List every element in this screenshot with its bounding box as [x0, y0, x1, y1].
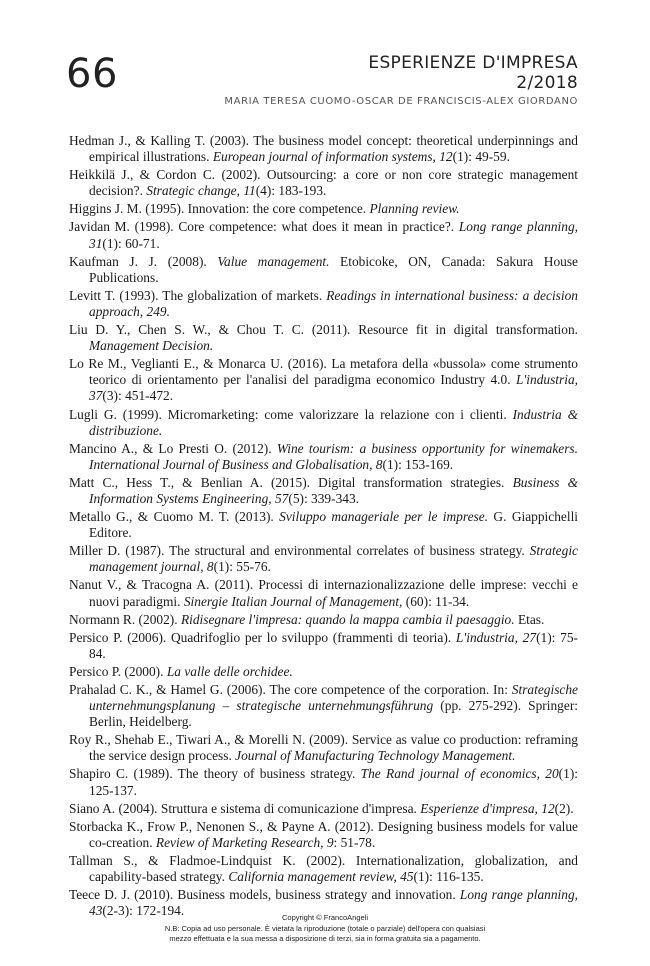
- usage-notice-line-2: mezzo effettuata e la sua messa a disposizione di terzi, sia in forma gratuita sia a pagamento.: [169, 934, 481, 943]
- reference-tail: (1): 60-71.: [102, 235, 160, 251]
- reference-tail: (1): 116-135.: [413, 869, 484, 885]
- reference-tail: : 51-78.: [333, 834, 376, 850]
- reference-entry: [69, 219, 578, 251]
- reference-entry: [69, 664, 578, 680]
- reference-source-italic: California management review, 45: [228, 869, 414, 885]
- reference-tail: G. Giappichelli Editore.: [89, 509, 579, 541]
- reference-tail: (1): 75-84.: [89, 629, 578, 661]
- reference-text: Miller D. (1987). The structural and environmental correlates of business strategy.: [69, 543, 530, 559]
- reference-entry: [69, 682, 578, 730]
- copyright-line: Copyright © FrancoAngeli: [282, 913, 368, 922]
- copyright-footer: [0, 913, 650, 945]
- reference-tail: (2-3): 172-194.: [102, 903, 185, 919]
- reference-entry: [69, 630, 578, 662]
- reference-source-italic: Review of Marketing Research, 9: [155, 834, 334, 850]
- reference-entry: [69, 853, 578, 885]
- reference-tail: (3): 451-472.: [102, 388, 174, 404]
- reference-tail: (1): 55-76.: [213, 559, 271, 575]
- reference-entry: [69, 133, 578, 165]
- reference-source-italic: European journal of information systems, 12: [212, 149, 453, 165]
- reference-entry: [69, 407, 578, 439]
- reference-entry: [69, 732, 578, 764]
- reference-text: Hedman J., & Kalling T. (2003). The business model concept: theoretical underpinnings and empirical illustrations.: [69, 133, 578, 165]
- running-header: [224, 53, 578, 109]
- reference-source-italic: La valle delle orchidee.: [166, 663, 293, 679]
- reference-source-italic: Long range planning, 31: [89, 219, 578, 251]
- reference-list: [69, 133, 578, 921]
- reference-text: Teece D. J. (2010). Business models, business strategy and innovation.: [69, 887, 460, 903]
- reference-source-italic: Sinergie Italian Journal of Management,: [183, 593, 403, 609]
- reference-entry: [69, 254, 578, 286]
- reference-text: Levitt T. (1993). The globalization of markets.: [69, 287, 327, 303]
- reference-tail: (60): 11-34.: [402, 593, 470, 609]
- reference-entry: [69, 475, 578, 507]
- reference-tail: (1): 49-59.: [452, 149, 510, 165]
- reference-tail: (4): 183-193.: [255, 183, 327, 199]
- reference-entry: [69, 801, 578, 817]
- reference-text: Roy R., Shehab E., Tiwari A., & Morelli N. (2009). Service as value co production: reframing the service design process.: [69, 732, 578, 764]
- reference-source-italic: L'industria, 37: [89, 372, 578, 404]
- reference-source-italic: Business & Information Systems Engineering, 57: [89, 474, 578, 506]
- reference-entry: [69, 441, 578, 473]
- reference-text: Javidan M. (1998). Core competence: what does it mean in practice?.: [69, 219, 459, 235]
- reference-text: Storbacka K., Frow P., Nenonen S., & Payne A. (2012). Designing business models for value co-creation.: [69, 818, 578, 850]
- reference-text: Tallman S., & Fladmoe-Lindquist K. (2002). Internationalization, globalization, and capability-based strategy.: [69, 852, 578, 885]
- reference-text: Prahalad C. K., & Hamel G. (2006). The core competence of the corporation. In:: [69, 682, 512, 697]
- reference-source-italic: The Rand journal of economics, 20: [360, 766, 559, 782]
- reference-text: Mancino A., & Lo Presti O. (2012).: [69, 440, 277, 456]
- reference-source-italic: Strategische unternehmungsplanung – strategische unternehmungsführung: [89, 682, 578, 714]
- page-number: 66: [66, 51, 118, 97]
- reference-text: Liu D. Y., Chen S. W., & Chou T. C. (2011). Resource fit in digital transformation.: [69, 322, 578, 338]
- journal-title: ESPERIENZE D'IMPRESA: [368, 53, 578, 73]
- reference-source-italic: Long range planning, 43: [89, 887, 578, 919]
- reference-text: Kaufman J. J. (2008).: [69, 253, 218, 269]
- reference-source-italic: Planning review.: [369, 201, 460, 217]
- reference-text: Persico P. (2000).: [69, 663, 167, 679]
- reference-source-italic: Readings in international business: a decision approach, 249.: [89, 287, 578, 319]
- reference-source-italic: Sviluppo manageriale per le imprese.: [279, 509, 489, 525]
- journal-issue: 2/2018: [516, 73, 578, 93]
- reference-entry: [69, 766, 578, 798]
- reference-text: Normann R. (2002).: [69, 611, 181, 627]
- reference-entry: [69, 322, 578, 354]
- reference-entry: [69, 819, 578, 851]
- reference-text: Persico P. (2006). Quadrifoglio per lo sviluppo (frammenti di teoria).: [69, 629, 456, 645]
- article-authors: MARIA TERESA CUOMO-OSCAR DE FRANCISCIS-ALEX GIORDANO: [224, 96, 578, 107]
- reference-tail: (5): 339-343.: [288, 490, 360, 506]
- reference-entry: [69, 288, 578, 320]
- reference-source-italic: Industria & distribuzione.: [89, 406, 578, 438]
- reference-source-italic: Management Decision.: [89, 338, 214, 354]
- reference-tail: (pp. 275-292). Springer: Berlin, Heidelberg.: [89, 698, 578, 730]
- reference-entry: [69, 509, 578, 541]
- reference-source-italic: Strategic change, 11: [146, 183, 256, 199]
- reference-entry: [69, 543, 578, 575]
- reference-tail: Etas.: [514, 611, 545, 627]
- reference-entry: [69, 577, 578, 609]
- reference-text: Lo Re M., Veglianti E., & Monarca U. (2016). La metafora della «bussola» come strumento teorico di orientamento per l'analisi del paradigma economico Industry 4.0.: [69, 356, 578, 388]
- reference-entry: [69, 201, 578, 217]
- reference-tail: (1): 153-169.: [382, 456, 454, 472]
- reference-tail: (1): 125-137.: [89, 766, 579, 798]
- reference-source-italic: Value management.: [217, 253, 330, 269]
- reference-text: Shapiro C. (1989). The theory of business strategy.: [69, 766, 361, 782]
- reference-source-italic: Esperienze d'impresa, 12: [420, 800, 555, 816]
- reference-entry: [69, 356, 578, 404]
- reference-entry: [69, 167, 578, 199]
- reference-text: Metallo G., & Cuomo M. T. (2013).: [69, 509, 280, 525]
- reference-text: Higgins J. M. (1995). Innovation: the core competence.: [69, 201, 370, 217]
- reference-source-italic: Wine tourism: a business opportunity for winemakers. International Journal of Business and Globalisation, 8: [89, 440, 578, 472]
- reference-text: Siano A. (2004). Struttura e sistema di comunicazione d'impresa.: [69, 800, 421, 816]
- reference-tail: (2).: [554, 800, 574, 816]
- reference-source-italic: L'industria, 27: [455, 629, 537, 645]
- reference-source-italic: Strategic management journal, 8: [89, 543, 578, 575]
- reference-source-italic: Journal of Manufacturing Technology Management.: [235, 748, 516, 764]
- reference-text: Lugli G. (1999). Micromarketing: come valorizzare la relazione con i clienti.: [69, 406, 513, 422]
- reference-text: Matt C., Hess T., & Benlian A. (2015). Digital transformation strategies.: [69, 474, 513, 490]
- reference-entry: [69, 612, 578, 628]
- usage-notice-line-1: N.B: Copia ad uso personale. È vietata la riproduzione (totale o parziale) dell'opera con qualsiasi: [164, 923, 486, 933]
- reference-source-italic: Ridisegnare l'impresa: quando la mappa cambia il paesaggio.: [180, 611, 515, 627]
- reference-tail: Etobicoke, ON, Canada: Sakura House Publications.: [89, 253, 578, 285]
- reference-text: Heikkilä J., & Cordon C. (2002). Outsourcing: a core or non core strategic management decision?.: [69, 167, 578, 199]
- reference-text: Nanut V., & Tracogna A. (2011). Processi di internazionalizzazione delle imprese: vecchi e nuovi paradigmi.: [69, 577, 578, 609]
